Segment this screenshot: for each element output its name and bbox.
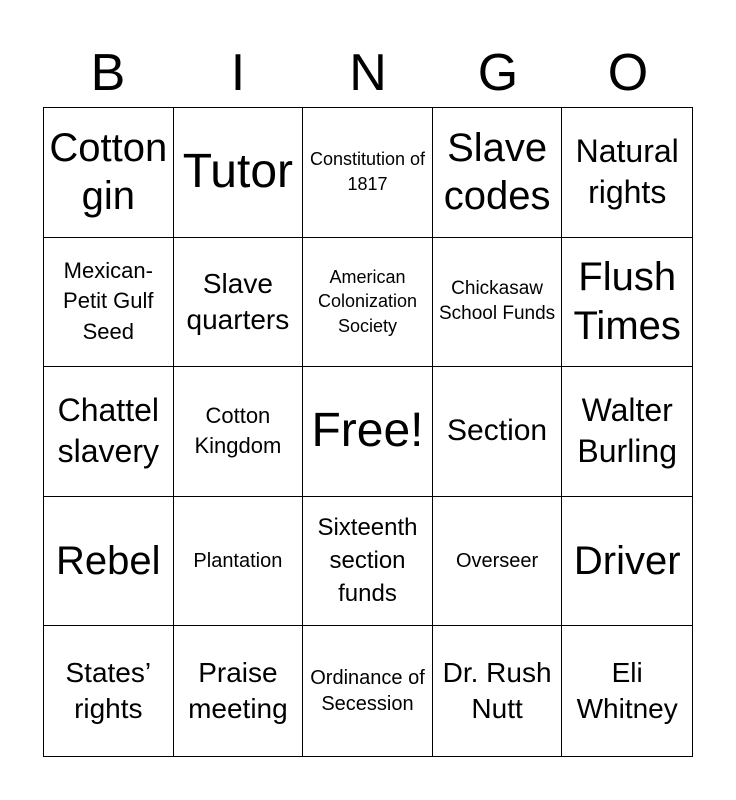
- cell-text: Chattel slavery: [57, 391, 159, 470]
- cell-text: Free!: [311, 404, 424, 458]
- cell-text: Slave codes: [443, 125, 551, 219]
- bingo-cell[interactable]: [174, 108, 304, 238]
- bingo-cell[interactable]: [562, 626, 692, 756]
- cell-text: Eli Whitney: [576, 657, 678, 725]
- cell-text: Constitution of 1817: [309, 149, 426, 195]
- cell-text: Dr. Rush Nutt: [442, 657, 552, 725]
- bingo-cell[interactable]: [174, 367, 304, 497]
- cell-text: Overseer: [455, 550, 539, 573]
- cell-text: Walter Burling: [577, 391, 677, 470]
- header-letter-n: N: [349, 44, 387, 102]
- bingo-cell[interactable]: [44, 238, 174, 368]
- bingo-cell[interactable]: [44, 497, 174, 627]
- cell-text: Slave quarters: [186, 268, 290, 335]
- cell-text: American Colonization Society: [317, 266, 418, 337]
- bingo-cell[interactable]: [44, 108, 174, 238]
- header-letter-g: G: [477, 44, 519, 102]
- bingo-cell[interactable]: [303, 108, 433, 238]
- cell-text: Praise meeting: [188, 657, 288, 725]
- bingo-cell[interactable]: [562, 108, 692, 238]
- bingo-cell[interactable]: [433, 367, 563, 497]
- bingo-cell[interactable]: [562, 497, 692, 627]
- bingo-cell[interactable]: [174, 626, 304, 756]
- bingo-board: [43, 107, 693, 757]
- cell-text: Tutor: [182, 144, 294, 198]
- header-letter-b: B: [90, 44, 126, 102]
- bingo-cell[interactable]: [174, 497, 304, 627]
- bingo-cell[interactable]: [303, 238, 433, 368]
- bingo-cell[interactable]: [303, 497, 433, 627]
- cell-text: Mexican-Petit Gulf Seed: [63, 257, 154, 345]
- cell-text: Flush Times: [573, 255, 681, 348]
- cell-text: Chickasaw School Funds: [439, 278, 556, 324]
- cell-text: Cotton gin: [49, 125, 168, 219]
- cell-text: Driver: [573, 538, 681, 583]
- bingo-cell[interactable]: [433, 626, 563, 756]
- bingo-cell[interactable]: [433, 108, 563, 238]
- cell-text: Rebel: [56, 538, 161, 583]
- bingo-cell[interactable]: [562, 238, 692, 368]
- bingo-cell[interactable]: [44, 626, 174, 756]
- header-letter-o: O: [607, 44, 649, 102]
- bingo-cell[interactable]: [562, 367, 692, 497]
- header-letter-i: I: [230, 44, 246, 102]
- bingo-cell[interactable]: [433, 238, 563, 368]
- cell-text: Section: [447, 414, 548, 448]
- cell-text: Ordinance of Secession: [310, 667, 425, 716]
- cell-text: Natural rights: [575, 132, 679, 211]
- cell-text: Cotton Kingdom: [194, 402, 282, 459]
- bingo-cell[interactable]: [433, 497, 563, 627]
- bingo-cell[interactable]: [303, 367, 433, 497]
- bingo-cell[interactable]: [303, 626, 433, 756]
- bingo-cell[interactable]: [174, 238, 304, 368]
- bingo-cell[interactable]: [44, 367, 174, 497]
- bingo-header: [43, 42, 693, 104]
- cell-text: Sixteenth section funds: [317, 513, 418, 607]
- cell-text: Plantation: [193, 550, 283, 573]
- cell-text: States’ rights: [65, 657, 152, 725]
